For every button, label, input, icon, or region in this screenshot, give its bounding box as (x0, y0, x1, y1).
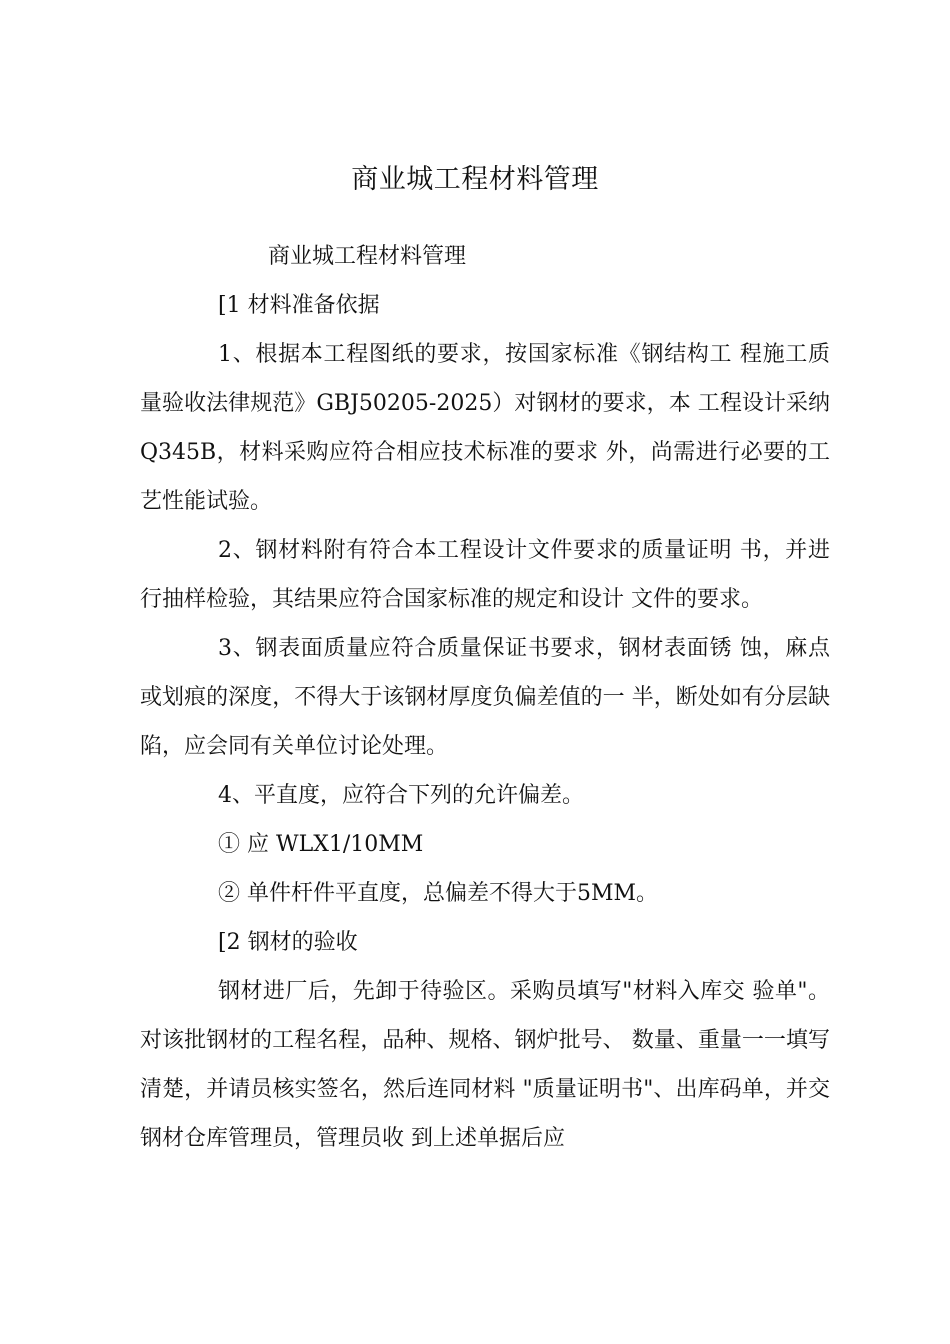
section-heading-1: [1 材料准备依据 (218, 293, 380, 318)
paragraph-4: 4、平直度，应符合下列的允许偏差。 (218, 783, 584, 808)
paragraph-5: 钢材进厂后，先卸于待验区。采购员填写"材料入库交 验单"。对该批钢材的工程名程，品种、规格、钢炉批号、 数量、重量一一填写清楚，并请员核实签名，然后连同材料 "质量证明书"、出库码单，并交钢材仓库管理员，管理员收 到上述单据后应 (140, 979, 830, 1151)
document-title: 商业城工程材料管理 (351, 164, 599, 195)
paragraph-1: 1、根据本工程图纸的要求，按国家标准《钢结构工 程施工质量验收法律规范》GBJ50205-2025）对钢材的要求，本 工程设计采纳Q345B，材料采购应符合相应技术标准的要求 外，尚需进行必要的工艺性能试验。 (140, 342, 830, 514)
section-heading-2: [2 钢材的验收 (218, 930, 358, 955)
document-subtitle: 商业城工程材料管理 (268, 244, 467, 269)
list-item-1: ① 应 WLX1/10MM (218, 832, 424, 857)
list-item-2: ② 单件杆件平直度，总偏差不得大于5MM。 (218, 881, 659, 906)
paragraph-2: 2、钢材料附有符合本工程设计文件要求的质量证明 书，并进行抽样检验，其结果应符合国家标准的规定和设计 文件的要求。 (140, 538, 830, 612)
document-body (140, 232, 830, 1163)
paragraph-3: 3、钢表面质量应符合质量保证书要求，钢材表面锈 蚀，麻点或划痕的深度，不得大于该钢材厚度负偏差值的一 半，断处如有分层缺陷，应会同有关单位讨论处理。 (140, 636, 830, 759)
